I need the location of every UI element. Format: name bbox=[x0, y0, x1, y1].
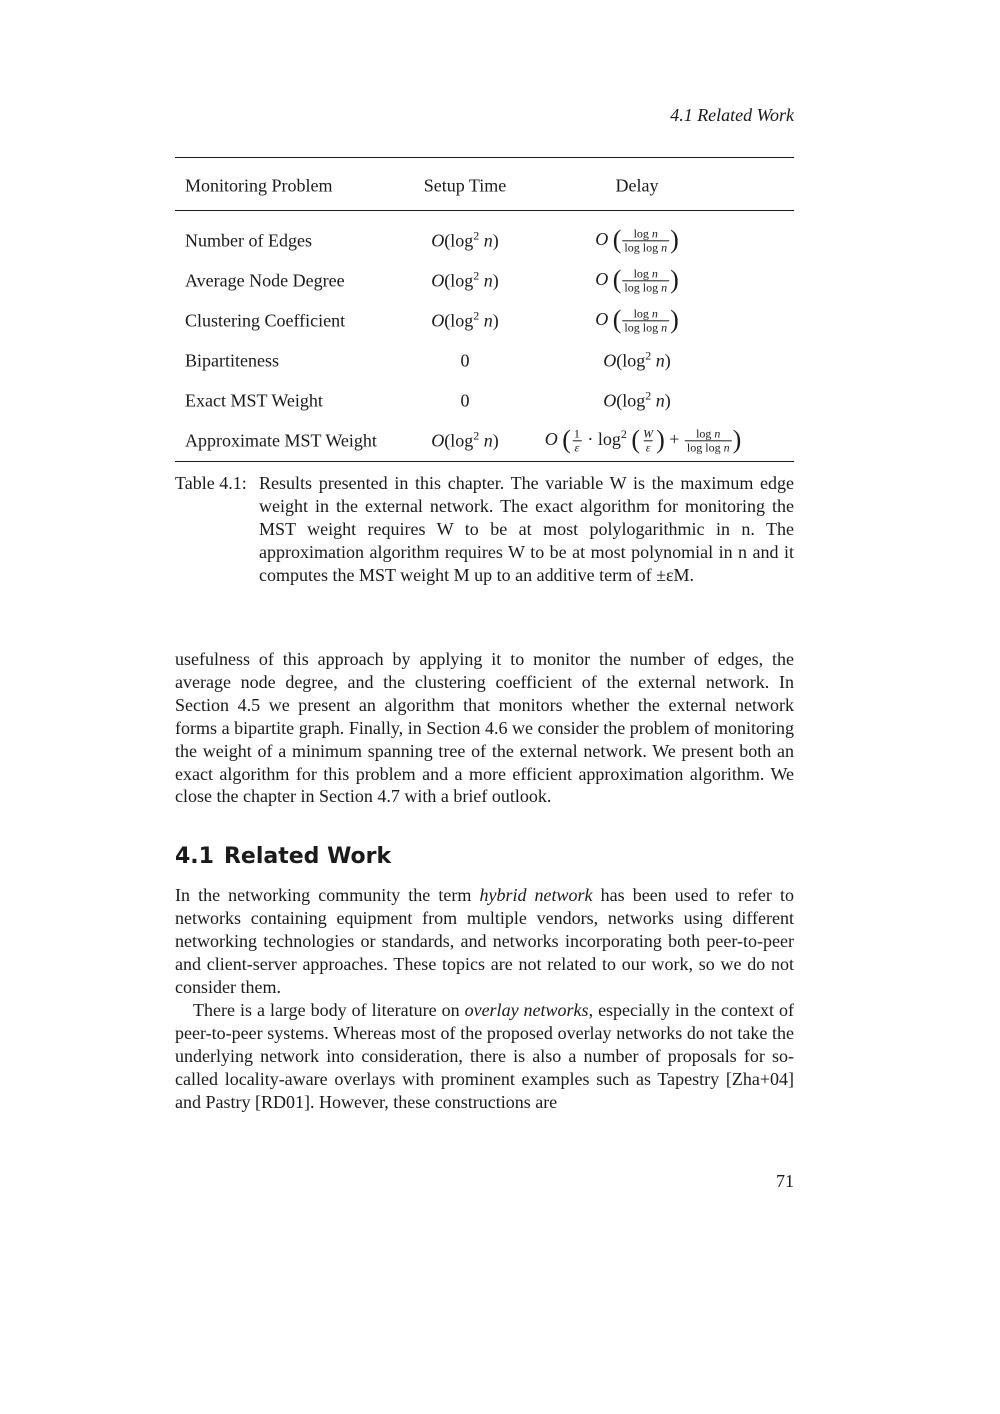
row-problem: Approximate MST Weight bbox=[185, 430, 377, 451]
rw2-text-before: There is a large body of literature on bbox=[193, 1000, 465, 1020]
row-problem: Bipartiteness bbox=[185, 350, 279, 371]
row-delay: O ( $\frac{\text{log n}}{\text{log log n}}$ ) bbox=[595, 305, 679, 335]
row-setup: 0 bbox=[460, 350, 470, 371]
related-work-paragraph-2 bbox=[175, 999, 794, 1114]
table-bottom-rule bbox=[175, 461, 794, 462]
row-problem: Number of Edges bbox=[185, 230, 312, 251]
table-row bbox=[175, 221, 794, 261]
row-setup: $O(\log^2$ n) bbox=[431, 228, 499, 251]
row-delay: O ( $\frac{1}{\varepsilon}$ · $\log^2$ ( $\frac{W}{\varepsilon}$ ) + $\frac{\text{log n}}{\text{log log n}}$ ) bbox=[544, 425, 742, 455]
row-delay: O ( $\frac{\text{log n}}{\text{log log n}}$ ) bbox=[595, 265, 679, 295]
table-row bbox=[175, 301, 794, 341]
row-delay: $O(\log^2$ n) bbox=[603, 348, 671, 371]
rw1-text-before: In the networking community the term bbox=[175, 885, 480, 905]
table-row bbox=[175, 341, 794, 381]
page-number: 71 bbox=[776, 1171, 794, 1191]
header-delay: Delay bbox=[615, 175, 659, 196]
table-caption bbox=[175, 472, 794, 587]
row-setup: $O(\log^2$ n) bbox=[431, 308, 499, 331]
row-problem: Clustering Coefficient bbox=[185, 310, 346, 331]
table-row bbox=[175, 421, 794, 461]
section-title: Related Work bbox=[223, 844, 392, 869]
section-heading bbox=[175, 844, 391, 869]
row-delay: O ( $\frac{\text{log n}}{\text{log log n}}$ ) bbox=[595, 225, 679, 255]
results-table bbox=[175, 157, 794, 462]
row-setup: 0 bbox=[460, 390, 470, 411]
row-problem: Exact MST Weight bbox=[185, 390, 323, 411]
row-problem: Average Node Degree bbox=[185, 270, 345, 291]
rw1-text-after: has been used to refer to networks containing equipment from multiple vendors, networks using different networking technologies or standards, and networks incorporating both peer-to-peer and client-server approaches. These topics are not related to our work, so we do not consider them. bbox=[175, 885, 794, 997]
intro-text: usefulness of this approach by applying it to monitor the number of edges, the average node degree, and the clustering coefficient of the external network. In Section 4.5 we present an algorithm that monitors whether the external network forms a bipartite graph. Finally, in Section 4.6 we consider the problem of monitoring the weight of a minimum spanning tree of the external network. We present both an exact algorithm for this problem and a more efficient approximation algorithm. We close the chapter in Section 4.7 with a brief outlook. bbox=[175, 649, 794, 807]
table-row bbox=[175, 261, 794, 301]
header-setup-time: Setup Time bbox=[423, 175, 507, 196]
rw2-text-after: , especially in the context of peer-to-peer systems. Whereas most of the proposed overlay networks do not take the underlying network into consideration, there is also a number of proposals for so-called locality-aware overlays with prominent examples such as Tapestry [Zha+04] and Pastry [RD01]. However, these constructions are bbox=[175, 1000, 794, 1112]
row-delay: $O(\log^2$ n) bbox=[603, 388, 671, 411]
header-monitoring-problem: Monitoring Problem bbox=[185, 175, 333, 196]
table-row bbox=[175, 381, 794, 421]
caption-text: Results presented in this chapter. The variable W is the maximum edge weight in the external network. The exact algorithm for monitoring the MST weight requires W to be at most polylogarithmic in n. The approximation algorithm requires W to be at most polynomial in n and it computes the MST weight M up to an additive term of ±εM. bbox=[259, 473, 794, 585]
row-setup: $O(\log^2$ n) bbox=[431, 268, 499, 291]
rw1-emphasis: hybrid network bbox=[479, 885, 593, 905]
running-head: 4.1 Related Work bbox=[670, 105, 794, 125]
table-header-row bbox=[175, 158, 794, 204]
row-setup: $O(\log^2$ n) bbox=[431, 428, 499, 451]
related-work-paragraph-1 bbox=[175, 884, 794, 999]
intro-paragraph bbox=[175, 648, 794, 808]
caption-label: Table 4.1: bbox=[175, 473, 247, 493]
section-number: 4.1 bbox=[175, 844, 214, 869]
rw2-emphasis: overlay networks bbox=[464, 1000, 589, 1020]
